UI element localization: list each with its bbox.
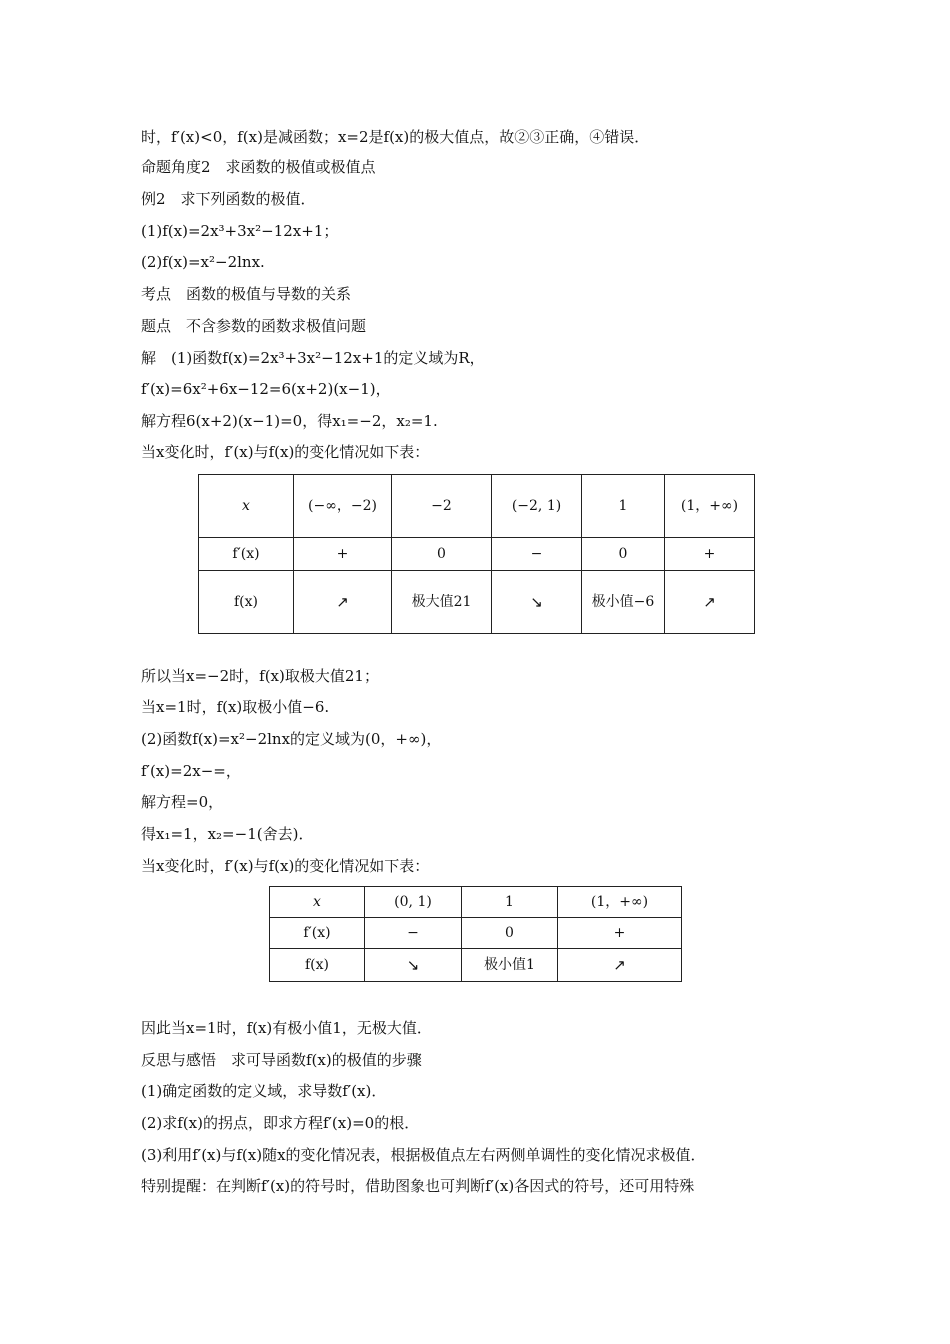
decreasing-arrow-icon: ↘ — [492, 571, 582, 634]
table-cell: f′(x) — [270, 918, 365, 949]
problem-1: (1)f(x)=2x³+3x²−12x+1； — [141, 222, 339, 240]
table-cell: 0 — [582, 538, 665, 571]
variation-table-2 — [269, 886, 682, 982]
example-heading: 例2 求下列函数的极值． — [141, 190, 316, 208]
table-header-row — [270, 887, 682, 918]
conclusion-max: 所以当x=−2时，f(x)取极大值21； — [141, 667, 379, 685]
text-line: 时，f′(x)<0，f(x)是减函数；x=2是f(x)的极大值点，故②③正确，④错误． — [141, 128, 650, 146]
increasing-arrow-icon: ↗ — [294, 571, 392, 634]
derivative-line: f′(x)=6x²+6x−12=6(x+2)(x−1)， — [141, 380, 391, 398]
table-cell: x — [270, 887, 365, 918]
conclusion-2: 因此当x=1时，f(x)有极小值1，无极大值． — [141, 1019, 432, 1037]
table-cell: (0, 1) — [365, 887, 462, 918]
table-cell: 极小值−6 — [582, 571, 665, 634]
section-heading: 命题角度2 求函数的极值或极值点 — [141, 158, 376, 176]
table-cell: 极大值21 — [392, 571, 492, 634]
step-1: (1)确定函数的定义域，求导数f′(x)． — [141, 1082, 387, 1100]
part2-line: (2)函数f(x)=x²−2lnx的定义域为(0，+∞)， — [141, 730, 442, 748]
table-cell: f(x) — [270, 949, 365, 982]
equation-line-2: 解方程=0， — [141, 793, 224, 811]
equation-line: 解方程6(x+2)(x−1)=0，得x₁=−2，x₂=1. — [141, 412, 438, 430]
table-cell: + — [558, 918, 682, 949]
variation-table-1 — [198, 474, 755, 634]
table-cell: 1 — [462, 887, 558, 918]
conclusion-min: 当x=1时，f(x)取极小值−6. — [141, 698, 330, 716]
step-2: (2)求f(x)的拐点，即求方程f′(x)=0的根． — [141, 1114, 420, 1132]
table-cell: (1，+∞) — [558, 887, 682, 918]
table-header-row — [199, 475, 755, 538]
reflection-heading: 反思与感悟 求可导函数f(x)的极值的步骤 — [141, 1051, 422, 1069]
table-row — [199, 571, 755, 634]
table-row — [270, 918, 682, 949]
increasing-arrow-icon: ↗ — [665, 571, 755, 634]
problem-2: (2)f(x)=x²−2lnx. — [141, 253, 265, 271]
table-cell: (−2, 1) — [492, 475, 582, 538]
table-intro: 当x变化时，f′(x)与f(x)的变化情况如下表： — [141, 443, 430, 461]
roots-line: 得x₁=1，x₂=−1(舍去)． — [141, 825, 314, 843]
derivative-line-2: f′(x)=2x−=， — [141, 762, 241, 780]
table-cell: f(x) — [199, 571, 294, 634]
table-cell: f′(x) — [199, 538, 294, 571]
table-cell: − — [492, 538, 582, 571]
table-row — [270, 949, 682, 982]
step-3: (3)利用f′(x)与f(x)随x的变化情况表，根据极值点左右两侧单调性的变化情况求极值． — [141, 1146, 706, 1164]
solution-line: 解 (1)函数f(x)=2x³+3x²−12x+1的定义域为R， — [141, 349, 485, 367]
table-cell: + — [294, 538, 392, 571]
table-cell: − — [365, 918, 462, 949]
table-cell: + — [665, 538, 755, 571]
special-note: 特别提醒：在判断f′(x)的符号时，借助图象也可判断f′(x)各因式的符号，还可用特殊 — [141, 1177, 695, 1195]
decreasing-arrow-icon: ↘ — [365, 949, 462, 982]
table-cell: 0 — [392, 538, 492, 571]
table-cell: 0 — [462, 918, 558, 949]
table-cell: (1，+∞) — [665, 475, 755, 538]
subtopic-label: 题点 不含参数的函数求极值问题 — [141, 317, 367, 335]
topic-label: 考点 函数的极值与导数的关系 — [141, 285, 352, 303]
table-cell: x — [199, 475, 294, 538]
table-cell: 1 — [582, 475, 665, 538]
table-cell: −2 — [392, 475, 492, 538]
table-intro-2: 当x变化时，f′(x)与f(x)的变化情况如下表： — [141, 857, 430, 875]
table-row — [199, 538, 755, 571]
table-cell: 极小值1 — [462, 949, 558, 982]
increasing-arrow-icon: ↗ — [558, 949, 682, 982]
table-cell: (−∞，−2) — [294, 475, 392, 538]
